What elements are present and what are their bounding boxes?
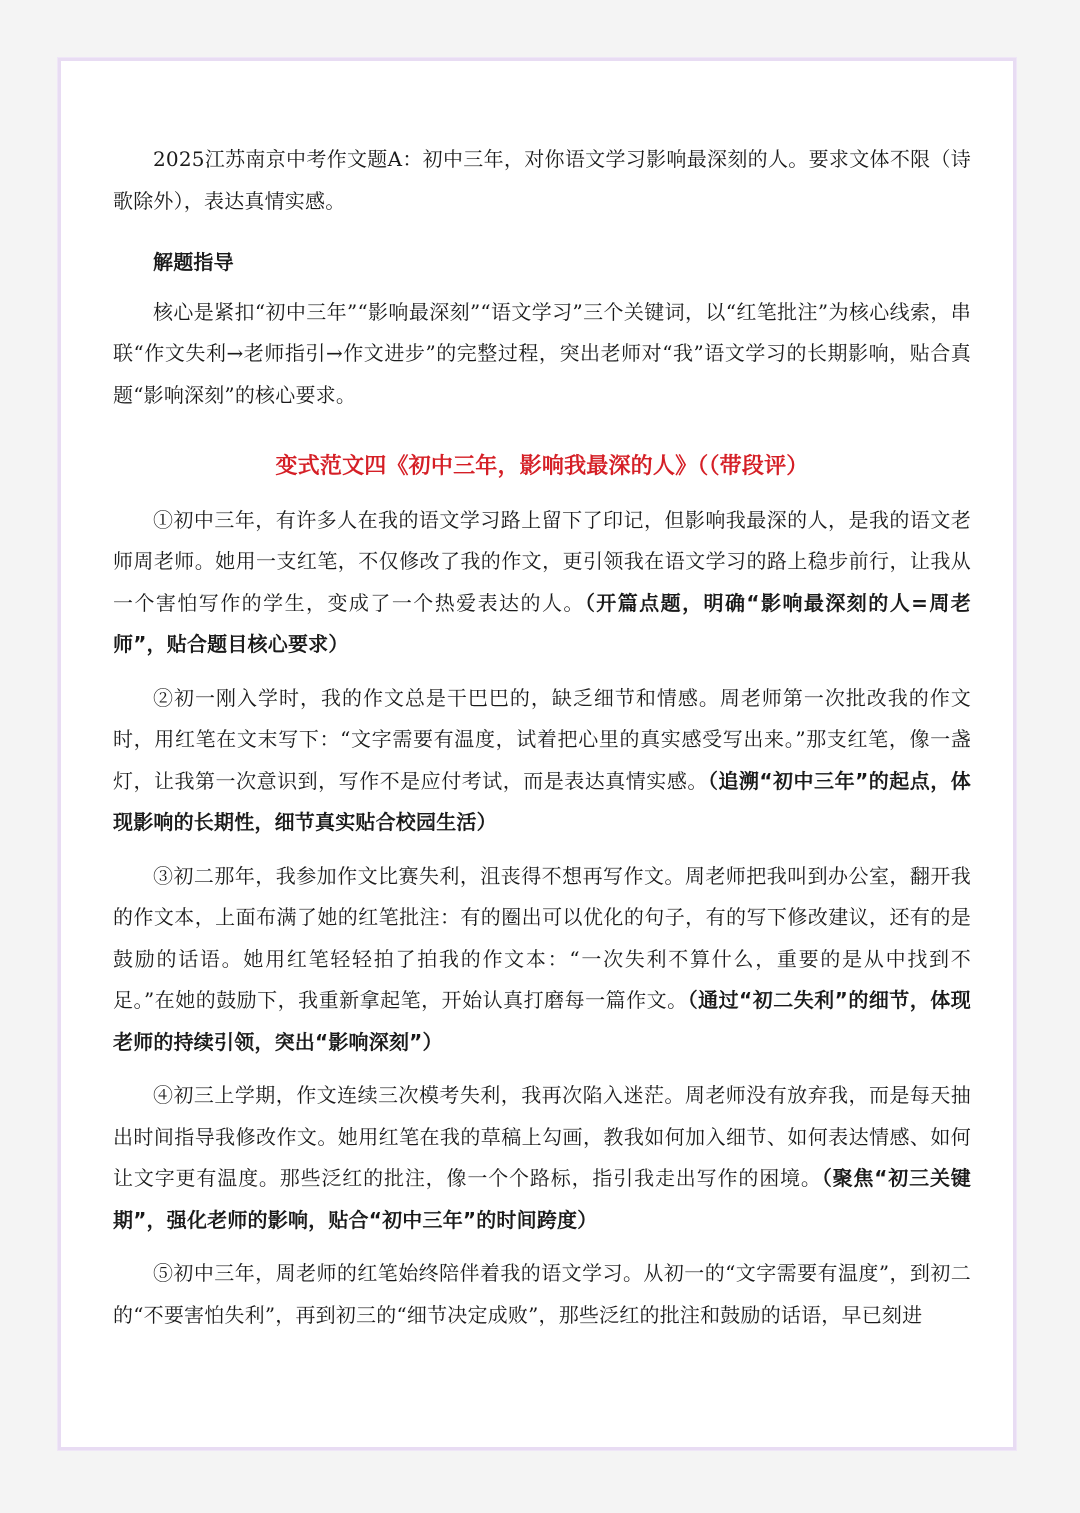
essay-paragraph-4	[113, 1075, 971, 1241]
guide-text: 核心是紧扣“初中三年”“影响最深刻”“语文学习”三个关键词，以“红笔批注”为核心线索，串联“作文失利→老师指引→作文进步”的完整过程，突出老师对“我”语文学习的长期影响，贴合真题“影响深刻”的核心要求。	[113, 299, 971, 407]
paragraph-comment: （聚焦“初三关键期”，强化老师的影响，贴合“初中三年”的时间跨度）	[113, 1166, 971, 1232]
paragraph-text: ②初一刚入学时，我的作文总是干巴巴的，缺乏细节和情感。周老师第一次批改我的作文时，用红笔在文末写下：“文字需要有温度，试着把心里的真实感受写出来。”那支红笔，像一盏灯，让我第一次意识到，写作不是应付考试，而是表达真情实感。	[113, 685, 971, 793]
paragraph-text: ④初三上学期，作文连续三次模考失利，我再次陷入迷茫。周老师没有放弃我，而是每天抽出时间指导我修改作文。她用红笔在我的草稿上勾画，教我如何加入细节、如何表达情感、如何让文字更有温度。那些泛红的批注，像一个个路标，指引我走出写作的困境。	[113, 1083, 971, 1190]
paragraph-comment: （追溯“初中三年”的起点，体现影响的长期性，细节真实贴合校园生活）	[113, 768, 971, 834]
paragraph-text: ③初二那年，我参加作文比赛失利，沮丧得不想再写作文。周老师把我叫到办公室，翻开我的作文本，上面布满了她的红笔批注：有的圈出可以优化的句子，有的写下修改建议，还有的是鼓励的话语。她用红笔轻轻拍了拍我的作文本：“一次失利不算什么，重要的是从中找到不足。”在她的鼓励下，我重新拿起笔，开始认真打磨每一篇作文。	[113, 863, 971, 1012]
essay-paragraph-3	[113, 856, 971, 1064]
document-page	[58, 58, 1016, 1450]
paragraph-comment: （通过“初二失利”的细节，体现老师的持续引领，突出“影响深刻”）	[113, 988, 971, 1054]
essay-question: 2025江苏南京中考作文题A：初中三年，对你语文学习影响最深刻的人。要求文体不限（诗歌除外），表达真情实感。	[113, 147, 971, 213]
paragraph-text: ⑤初中三年，周老师的红笔始终陪伴着我的语文学习。从初一的“文字需要有温度”，到初二的“不要害怕失利”，再到初三的“细节决定成败”，那些泛红的批注和鼓励的话语，早已刻进	[113, 1261, 971, 1327]
guide-heading: 解题指导	[153, 250, 234, 274]
essay-paragraph-5	[113, 1253, 971, 1336]
paragraph-text: ①初中三年，有许多人在我的语文学习路上留下了印记，但影响我最深的人，是我的语文老师周老师。她用一支红笔，不仅修改了我的作文，更引领我在语文学习的路上稳步前行，让我从一个害怕写作的学生，变成了一个热爱表达的人。	[113, 507, 971, 615]
paragraph-comment: （开篇点题，明确“影响最深刻的人=周老师”，贴合题目核心要求）	[113, 590, 971, 656]
essay-paragraph-2	[113, 678, 971, 844]
document-body	[113, 139, 971, 1348]
essay-paragraph-1	[113, 500, 971, 666]
essay-title: 变式范文四《初中三年，影响我最深的人》（（带段评）	[275, 454, 809, 479]
